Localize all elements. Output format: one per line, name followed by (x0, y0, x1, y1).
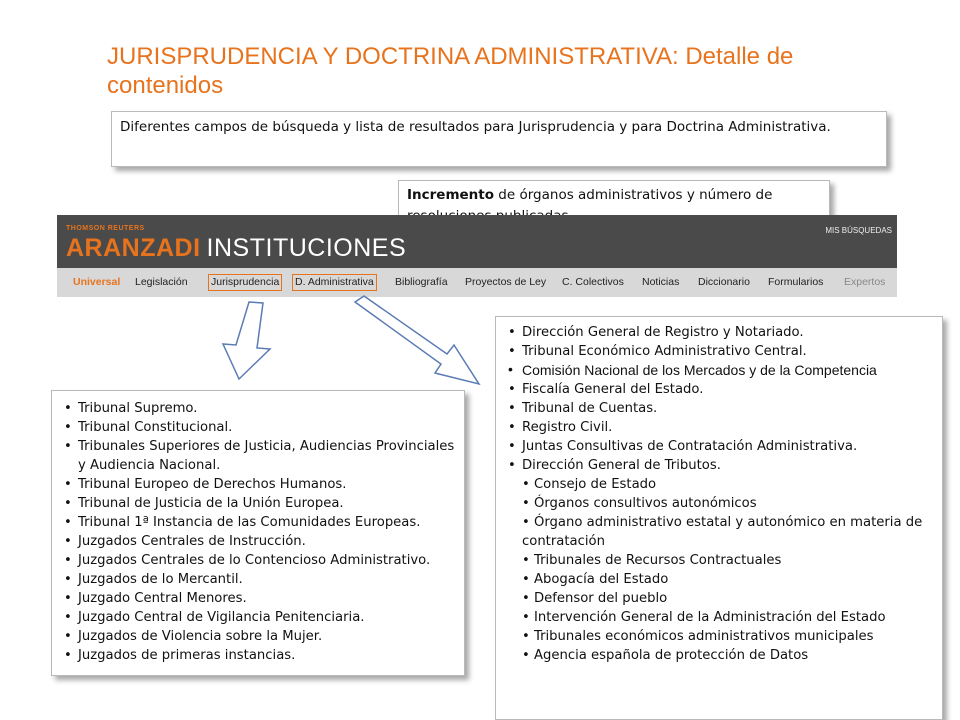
nav-expertos[interactable]: Expertos (844, 276, 886, 288)
jurisprudencia-list (51, 390, 465, 676)
list-item: • Tribunal Europeo de Derechos Humanos. (62, 475, 458, 494)
arrow-down-left-icon (223, 302, 270, 379)
nav-formularios[interactable]: Formularios (768, 276, 824, 288)
nav-noticias[interactable]: Noticias (642, 276, 680, 288)
list-item: • Defensor del pueblo (522, 591, 668, 606)
list-item: • Tribunal Económico Administrativo Central. (506, 342, 936, 361)
list-item: • Juzgados Centrales de Instrucción. (62, 532, 458, 551)
list-item: • Fiscalía General del Estado. (506, 380, 936, 399)
list-item: • Comisión Nacional de los Mercados y de la Competencia (506, 361, 936, 380)
list-item: • Tribunales de Recursos Contractuales (522, 553, 782, 568)
note-increment-bold: Incremento (407, 187, 495, 203)
list-item: • Tribunal Constitucional. (62, 418, 458, 437)
list-item: • Órgano administrativo estatal y autonómico en materia de contratación (522, 515, 923, 549)
list-item: • Juntas Consultivas de Contratación Administrativa. (506, 437, 936, 456)
nav-bibliografia[interactable]: Bibliografía (395, 276, 448, 288)
arrow-down-right-icon (355, 296, 479, 384)
nav-proyectos-de-ley[interactable]: Proyectos de Ley (465, 276, 547, 288)
list-item: • Tribunal de Justicia de la Unión Europea. (62, 494, 458, 513)
list-item: • Dirección General de Tributos. (506, 456, 936, 475)
list-item: • Registro Civil. (506, 418, 936, 437)
top-link-searches[interactable]: MIS BÚSQUEDAS (825, 226, 892, 235)
list-item: • Dirección General de Registro y Notariado. (506, 323, 936, 342)
list-item: • Tribunales Superiores de Justicia, Audiencias Provinciales y Audiencia Nacional. (62, 437, 458, 475)
brand-sub: INSTITUCIONES (206, 234, 407, 262)
list-item: • Abogacía del Estado (522, 572, 669, 587)
list-item: • Órganos consultivos autonómicos (522, 496, 757, 511)
nav-legislacion[interactable]: Legislación (135, 276, 188, 288)
nav-jurisprudencia[interactable]: Jurisprudencia (208, 274, 282, 291)
list-item: • Agencia española de protección de Datos (522, 648, 809, 663)
list-item: • Juzgado Central Menores. (62, 589, 458, 608)
brand-publisher: THOMSON REUTERS (66, 225, 145, 232)
doctrina-list (495, 316, 943, 720)
list-item: • Juzgado Central de Vigilancia Penitenciaria. (62, 608, 458, 627)
list-item: • Intervención General de la Administración del Estado (522, 610, 886, 625)
nav-c-colectivos[interactable]: C. Colectivos (562, 276, 624, 288)
list-item: • Juzgados Centrales de lo Contencioso Administrativo. (62, 551, 458, 570)
list-item: • Juzgados de primeras instancias. (62, 646, 458, 665)
nav-d-administrativa[interactable]: D. Administrativa (292, 274, 377, 291)
list-item: • Juzgados de lo Mercantil. (62, 570, 458, 589)
list-item: • Tribunal Supremo. (62, 399, 458, 418)
list-item: • Juzgados de Violencia sobre la Mujer. (62, 627, 458, 646)
brand-main: ARANZADI (66, 234, 201, 262)
list-item: • Consejo de Estado (522, 477, 657, 492)
page-title: JURISPRUDENCIA Y DOCTRINA ADMINISTRATIVA: Detalle de contenidos (107, 43, 794, 99)
nav-diccionario[interactable]: Diccionario (698, 276, 750, 288)
list-item: • Tribunal de Cuentas. (506, 399, 936, 418)
note-increment-text: de órganos administrativos y número de (498, 187, 773, 203)
list-item: • Tribunal 1ª Instancia de las Comunidades Europeas. (62, 513, 458, 532)
note-search-fields-text: Diferentes campos de búsqueda y lista de resultados para Jurisprudencia y para Doctrina Administrativa. (120, 119, 831, 135)
nav-universal[interactable]: Universal (73, 276, 121, 288)
list-item: • Tribunales económicos administrativos municipales (522, 629, 874, 644)
